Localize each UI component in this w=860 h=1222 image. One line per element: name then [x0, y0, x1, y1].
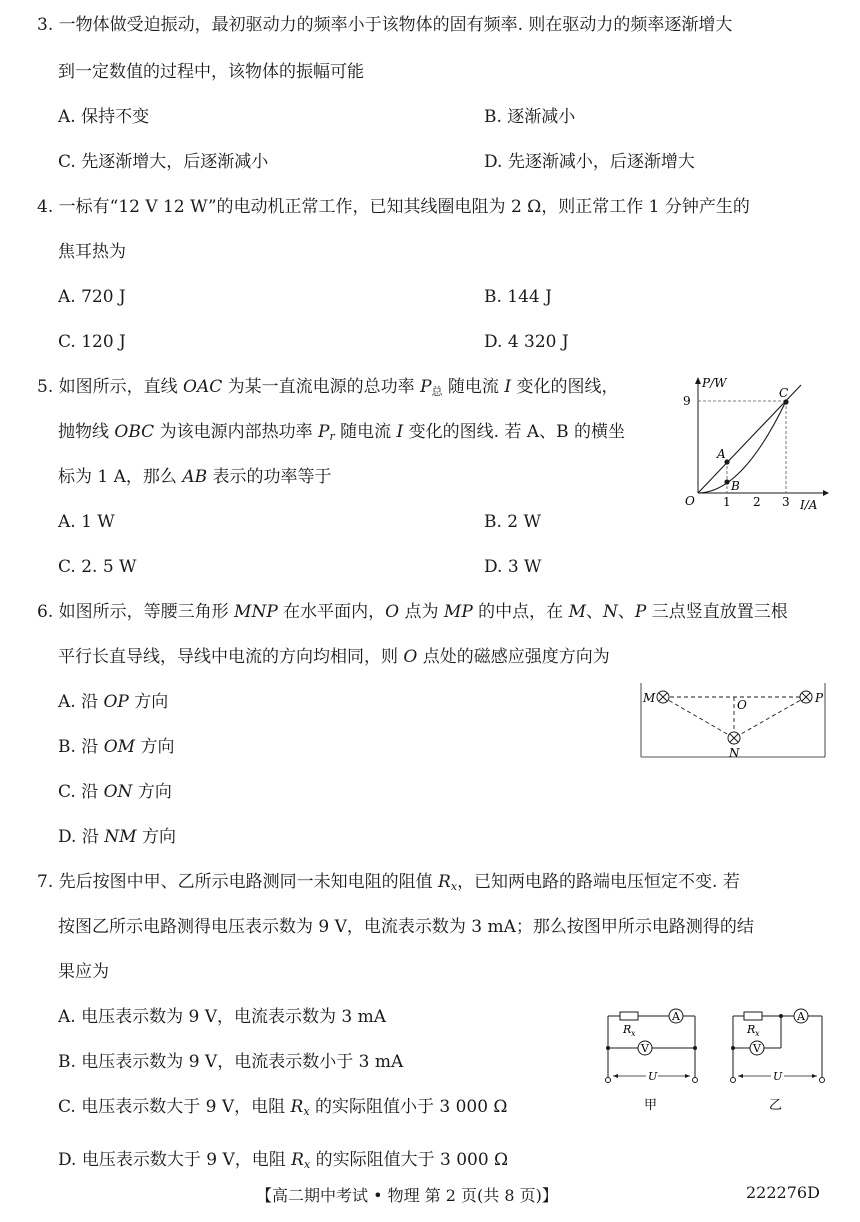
resistor-icon — [620, 1012, 638, 1020]
circuit-jia-label: 甲 — [644, 1098, 658, 1113]
triangle-wire-figure — [638, 683, 828, 763]
q3-option-b: B. 逐渐减小 — [484, 107, 576, 127]
q6-option-a: A. 沿 OP 方向 — [58, 692, 169, 712]
svg-text:V: V — [753, 1042, 761, 1055]
circuit-yi-label: 乙 — [769, 1098, 783, 1113]
x-axis-label: I/A — [800, 498, 818, 512]
q4-option-c: C. 120 J — [58, 332, 126, 352]
q5-stem-line1: 5. 如图所示，直线 OAC 为某一直流电源的总功率 $P_总$ 随电流 I 变化的图线， — [37, 377, 619, 398]
side-mn — [663, 697, 734, 738]
q3-stem-line2: 到一定数值的过程中，该物体的振幅可能 — [58, 62, 364, 82]
svg-text:x: x — [755, 1029, 760, 1038]
wire-m-current-icon — [657, 691, 669, 703]
point-b-dot — [724, 479, 729, 484]
svg-text:U: U — [773, 1070, 783, 1083]
point-b-label: B — [731, 479, 740, 493]
x-tick-1: 1 — [723, 495, 731, 509]
circuit-diagrams — [598, 1003, 833, 1118]
q7-stem-line1: 7. 先后按图中甲、乙所示电路测同一未知电阻的阻值 $R_x$，已知两电路的路端电压恒定不变. 若 — [37, 872, 740, 893]
svg-text:R: R — [623, 1023, 632, 1036]
q7-stem-line3: 果应为 — [58, 962, 109, 982]
q7-option-c: C. 电压表示数大于 9 V，电阻 $R_x$ 的实际阻值小于 3 000 Ω — [58, 1097, 508, 1118]
svg-text:R: R — [747, 1023, 756, 1036]
q4-option-d: D. 4 320 J — [484, 332, 569, 352]
origin-label: O — [685, 494, 695, 508]
x-axis-arrow-icon — [823, 490, 829, 496]
svg-text:A: A — [672, 1010, 680, 1023]
resistor-icon — [744, 1012, 762, 1020]
circuit-jia — [606, 1009, 698, 1113]
q5-option-d: D. 3 W — [484, 557, 542, 577]
q5-option-a: A. 1 W — [58, 512, 115, 532]
q5-option-b: B. 2 W — [484, 512, 541, 532]
q6-option-b: B. 沿 OM 方向 — [58, 737, 175, 757]
y-tick-9: 9 — [683, 394, 691, 408]
wire-n-current-icon — [728, 732, 740, 744]
q4-option-a: A. 720 J — [58, 287, 126, 307]
page-footer: 【高二期中考试 • 物理 第 2 页(共 8 页)】 — [256, 1186, 558, 1205]
label-p: P — [815, 691, 824, 705]
q7-option-d: D. 电压表示数大于 9 V，电阻 $R_x$ 的实际阻值大于 3 000 Ω — [58, 1150, 509, 1171]
q7-stem-line2: 按图乙所示电路测得电压表示数为 9 V，电流表示数为 3 mA；那么按图甲所示电路测得的结 — [58, 917, 754, 937]
q6-option-c: C. 沿 ON 方向 — [58, 782, 172, 802]
q3-stem-line1: 3. 一物体做受迫振动，最初驱动力的频率小于该物体的固有频率. 则在驱动力的频率逐渐增大 — [37, 15, 733, 35]
q3-option-a: A. 保持不变 — [58, 107, 150, 127]
exam-code: 222276D — [746, 1183, 820, 1202]
y-axis-arrow-icon — [695, 377, 701, 384]
q4-stem-line2: 焦耳热为 — [58, 242, 126, 262]
power-current-graph — [680, 372, 830, 517]
q3-option-c: C. 先逐渐增大，后逐渐减小 — [58, 152, 269, 172]
label-n: N — [729, 746, 740, 760]
q4-stem-line1: 4. 一标有“12 V 12 W”的电动机正常工作，已知其线圈电阻为 2 Ω，则正常工作 1 分钟产生的 — [37, 197, 750, 217]
label-o: O — [737, 698, 747, 712]
q6-stem-line2: 平行长直导线，导线中电流的方向均相同，则 O 点处的磁感应强度方向为 — [58, 647, 610, 667]
q5-stem-line3: 标为 1 A，那么 AB 表示的功率等于 — [58, 467, 332, 487]
q3-option-d: D. 先逐渐减小，后逐渐增大 — [484, 152, 695, 172]
point-c-label: C — [779, 386, 789, 400]
point-c-dot — [783, 399, 788, 404]
point-a-label: A — [717, 447, 726, 461]
q5-stem-line2: 抛物线 OBC 为该电源内部热功率 $P_r$ 随电流 I 变化的图线. 若 A、B 的横坐 — [58, 422, 626, 443]
x-tick-2: 2 — [753, 495, 761, 509]
svg-text:U: U — [648, 1070, 658, 1083]
x-tick-3: 3 — [782, 495, 790, 509]
label-m: M — [643, 691, 656, 705]
svg-text:V: V — [641, 1042, 649, 1055]
circuit-yi — [731, 1009, 825, 1113]
q6-option-d: D. 沿 NM 方向 — [58, 827, 176, 847]
svg-text:A: A — [797, 1010, 805, 1023]
q4-option-b: B. 144 J — [484, 287, 552, 307]
svg-text:x: x — [631, 1029, 636, 1038]
q7-option-a: A. 电压表示数为 9 V，电流表示数为 3 mA — [58, 1007, 387, 1027]
wire-p-current-icon — [800, 691, 812, 703]
q6-stem-line1: 6. 如图所示，等腰三角形 MNP 在水平面内，O 点为 MP 的中点，在 M、N、P 三点竖直放置三根 — [37, 602, 788, 622]
q7-option-b: B. 电压表示数为 9 V，电流表示数小于 3 mA — [58, 1052, 404, 1072]
q5-option-c: C. 2. 5 W — [58, 557, 137, 577]
y-axis-label: P/W — [702, 376, 727, 390]
